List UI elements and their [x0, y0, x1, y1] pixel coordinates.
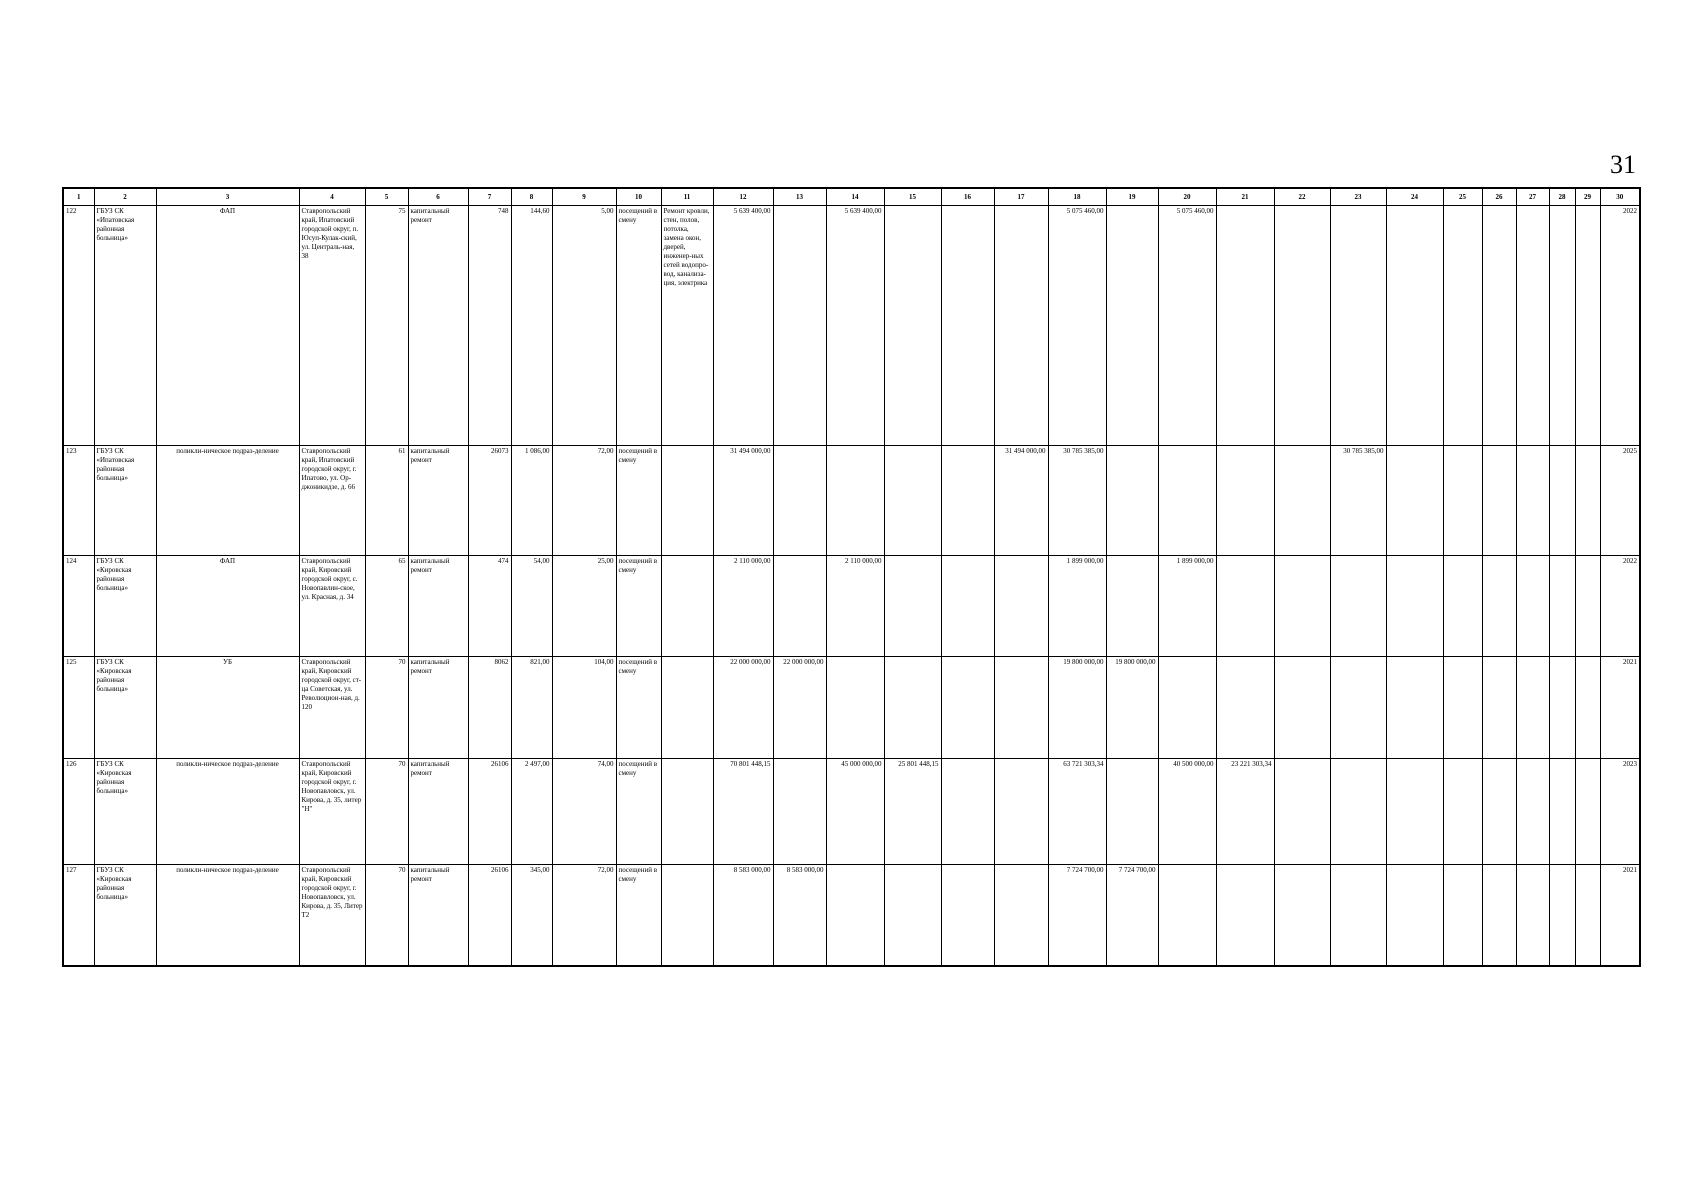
table-cell-col-18: 5 075 460,00	[1048, 206, 1106, 446]
table-cell-col-27	[1516, 758, 1549, 865]
table-cell-col-14: 45 000 000,00	[826, 758, 884, 865]
column-header: 20	[1158, 188, 1216, 206]
table-cell-col-8: 54,00	[511, 555, 552, 656]
table-cell-col-24	[1386, 206, 1443, 446]
table-cell-col-20	[1158, 865, 1216, 966]
table-cell-col-2: ГБУЗ СК «Кировская районная больница»	[94, 865, 156, 966]
table-cell-col-5: 70	[365, 758, 408, 865]
table-row	[63, 865, 1640, 966]
table-cell-col-26	[1482, 758, 1516, 865]
table-cell-col-24	[1386, 555, 1443, 656]
table-cell-col-21	[1216, 445, 1274, 555]
table-cell-col-24	[1386, 758, 1443, 865]
table-cell-col-6: капитальный ремонт	[408, 206, 468, 446]
column-header: 26	[1482, 188, 1516, 206]
table-cell-col-11	[661, 445, 713, 555]
column-header: 7	[468, 188, 511, 206]
table-cell-col-4: Ставропольский край, Кировский городской округ, ст-ца Советская, ул. Революцион-ная, д. 120	[299, 657, 365, 758]
table-cell-col-4: Ставропольский край, Кировский городской округ, с. Новопавлин-ское, ул. Красная, д. 34	[299, 555, 365, 656]
table-cell-col-25	[1443, 657, 1482, 758]
table-cell-col-18: 7 724 700,00	[1048, 865, 1106, 966]
table-cell-col-5: 70	[365, 865, 408, 966]
table-cell-col-29	[1575, 657, 1600, 758]
table-cell-col-29	[1575, 555, 1600, 656]
table-cell-col-28	[1549, 865, 1575, 966]
table-cell-col-9: 72,00	[552, 445, 616, 555]
table-cell-col-23	[1330, 206, 1386, 446]
table-row	[63, 445, 1640, 555]
table-cell-col-11	[661, 657, 713, 758]
table-cell-col-3: поликли-ническое подраз-деление	[156, 445, 299, 555]
table-cell-col-22	[1274, 657, 1330, 758]
column-header: 29	[1575, 188, 1600, 206]
table-cell-col-14: 2 110 000,00	[826, 555, 884, 656]
table-cell-col-12: 31 494 000,00	[713, 445, 773, 555]
table-cell-col-8: 821,00	[511, 657, 552, 758]
table-cell-col-10: посещений в смену	[616, 865, 661, 966]
table-cell-col-6: капитальный ремонт	[408, 445, 468, 555]
table-cell-col-26	[1482, 206, 1516, 446]
table-cell-col-1: 125	[63, 657, 94, 758]
table-cell-col-6: капитальный ремонт	[408, 758, 468, 865]
table-cell-col-15	[884, 206, 941, 446]
table-cell-col-26	[1482, 657, 1516, 758]
table-body	[63, 206, 1640, 967]
table-cell-col-19	[1106, 206, 1158, 446]
table-cell-col-17: 31 494 000,00	[994, 445, 1048, 555]
table-cell-col-20: 1 899 000,00	[1158, 555, 1216, 656]
table-cell-col-2: ГБУЗ СК «Кировская районная больница»	[94, 657, 156, 758]
table-cell-col-15	[884, 657, 941, 758]
table-cell-col-11	[661, 555, 713, 656]
column-header: 25	[1443, 188, 1482, 206]
register-table-container	[62, 187, 1636, 967]
table-cell-col-20: 40 500 000,00	[1158, 758, 1216, 865]
table-cell-col-12: 22 000 000,00	[713, 657, 773, 758]
table-cell-col-25	[1443, 445, 1482, 555]
table-cell-col-24	[1386, 865, 1443, 966]
table-cell-col-22	[1274, 758, 1330, 865]
table-cell-col-17	[994, 758, 1048, 865]
column-header: 23	[1330, 188, 1386, 206]
table-cell-col-8: 345,00	[511, 865, 552, 966]
table-cell-col-7: 748	[468, 206, 511, 446]
table-cell-col-16	[941, 758, 994, 865]
table-cell-col-1: 123	[63, 445, 94, 555]
table-cell-col-19: 19 800 000,00	[1106, 657, 1158, 758]
table-cell-col-19: 7 724 700,00	[1106, 865, 1158, 966]
table-cell-col-11: Ремонт кровли, стен, полов, потолка, замена окон, дверей, инженер-ных сетей водопро-вод, канализа-ция, электрика	[661, 206, 713, 446]
table-cell-col-27	[1516, 865, 1549, 966]
table-cell-col-5: 75	[365, 206, 408, 446]
table-cell-col-1: 124	[63, 555, 94, 656]
table-cell-col-16	[941, 555, 994, 656]
column-header: 14	[826, 188, 884, 206]
table-cell-col-12: 70 801 448,15	[713, 758, 773, 865]
table-cell-col-13	[773, 555, 826, 656]
table-cell-col-8: 2 497,00	[511, 758, 552, 865]
column-header: 4	[299, 188, 365, 206]
column-header: 24	[1386, 188, 1443, 206]
table-cell-col-20	[1158, 657, 1216, 758]
column-header: 30	[1600, 188, 1640, 206]
table-cell-col-18: 1 899 000,00	[1048, 555, 1106, 656]
column-header: 8	[511, 188, 552, 206]
table-cell-col-16	[941, 445, 994, 555]
table-cell-col-16	[941, 865, 994, 966]
table-cell-col-4: Ставропольский край, Ипатовский городской округ, п. Юсуп-Кулак-ский, ул. Централь-ная, 38	[299, 206, 365, 446]
table-cell-col-26	[1482, 445, 1516, 555]
table-cell-col-21	[1216, 657, 1274, 758]
table-cell-col-14: 5 639 400,00	[826, 206, 884, 446]
table-cell-col-17	[994, 657, 1048, 758]
table-cell-col-29	[1575, 206, 1600, 446]
table-cell-col-13: 8 583 000,00	[773, 865, 826, 966]
table-cell-col-23	[1330, 555, 1386, 656]
table-cell-col-4: Ставропольский край, Кировский городской округ, г. Новопавловск, ул. Кирова, д. 35, литер "Н"	[299, 758, 365, 865]
table-cell-col-7: 26106	[468, 865, 511, 966]
column-header: 1	[63, 188, 94, 206]
table-cell-col-9: 25,00	[552, 555, 616, 656]
table-cell-col-23	[1330, 865, 1386, 966]
table-cell-col-23: 30 785 385,00	[1330, 445, 1386, 555]
table-cell-col-13	[773, 206, 826, 446]
table-row	[63, 555, 1640, 656]
table-cell-col-1: 127	[63, 865, 94, 966]
page-number: 31	[1610, 150, 1636, 179]
column-header: 17	[994, 188, 1048, 206]
column-header: 3	[156, 188, 299, 206]
table-cell-col-6: капитальный ремонт	[408, 555, 468, 656]
column-header: 27	[1516, 188, 1549, 206]
table-cell-col-10: посещений в смену	[616, 555, 661, 656]
table-cell-col-30: 2025	[1600, 445, 1640, 555]
table-cell-col-21	[1216, 206, 1274, 446]
register-table	[62, 187, 1641, 967]
column-header: 12	[713, 188, 773, 206]
table-cell-col-13: 22 000 000,00	[773, 657, 826, 758]
column-header: 16	[941, 188, 994, 206]
table-cell-col-9: 104,00	[552, 657, 616, 758]
table-cell-col-30: 2023	[1600, 758, 1640, 865]
table-cell-col-17	[994, 865, 1048, 966]
column-header: 11	[661, 188, 713, 206]
table-cell-col-17	[994, 555, 1048, 656]
table-cell-col-2: ГБУЗ СК «Ипатовская районная больница»	[94, 445, 156, 555]
table-cell-col-18: 30 785 385,00	[1048, 445, 1106, 555]
column-header: 2	[94, 188, 156, 206]
table-cell-col-7: 8062	[468, 657, 511, 758]
table-cell-col-16	[941, 657, 994, 758]
table-cell-col-29	[1575, 445, 1600, 555]
table-cell-col-18: 63 721 303,34	[1048, 758, 1106, 865]
column-header: 13	[773, 188, 826, 206]
table-cell-col-27	[1516, 445, 1549, 555]
table-cell-col-20	[1158, 445, 1216, 555]
table-cell-col-14	[826, 445, 884, 555]
table-cell-col-26	[1482, 865, 1516, 966]
table-cell-col-3: поликли-ническое подраз-деление	[156, 758, 299, 865]
table-cell-col-30: 2021	[1600, 865, 1640, 966]
table-cell-col-5: 70	[365, 657, 408, 758]
table-cell-col-2: ГБУЗ СК «Кировская районная больница»	[94, 555, 156, 656]
table-cell-col-20: 5 075 460,00	[1158, 206, 1216, 446]
table-cell-col-30: 2022	[1600, 555, 1640, 656]
table-row	[63, 206, 1640, 446]
table-cell-col-16	[941, 206, 994, 446]
table-cell-col-9: 72,00	[552, 865, 616, 966]
table-cell-col-30: 2022	[1600, 206, 1640, 446]
table-cell-col-3: УБ	[156, 657, 299, 758]
table-cell-col-17	[994, 206, 1048, 446]
table-cell-col-23	[1330, 758, 1386, 865]
table-cell-col-15	[884, 555, 941, 656]
table-cell-col-10: посещений в смену	[616, 657, 661, 758]
table-cell-col-1: 122	[63, 206, 94, 446]
table-cell-col-10: посещений в смену	[616, 206, 661, 446]
table-cell-col-8: 144,60	[511, 206, 552, 446]
table-cell-col-12: 5 639 400,00	[713, 206, 773, 446]
table-cell-col-28	[1549, 657, 1575, 758]
table-cell-col-7: 474	[468, 555, 511, 656]
table-cell-col-24	[1386, 445, 1443, 555]
table-cell-col-6: капитальный ремонт	[408, 657, 468, 758]
table-cell-col-14	[826, 657, 884, 758]
column-header: 9	[552, 188, 616, 206]
table-cell-col-5: 65	[365, 555, 408, 656]
table-row	[63, 657, 1640, 758]
table-cell-col-3: ФАП	[156, 555, 299, 656]
table-cell-col-22	[1274, 865, 1330, 966]
column-header: 18	[1048, 188, 1106, 206]
table-cell-col-27	[1516, 657, 1549, 758]
table-cell-col-24	[1386, 657, 1443, 758]
table-cell-col-4: Ставропольский край, Ипатовский городской округ, г. Ипатово, ул. Ор-джоникидзе, д. 66	[299, 445, 365, 555]
table-cell-col-18: 19 800 000,00	[1048, 657, 1106, 758]
table-cell-col-26	[1482, 555, 1516, 656]
column-header: 21	[1216, 188, 1274, 206]
table-cell-col-10: посещений в смену	[616, 445, 661, 555]
column-header: 19	[1106, 188, 1158, 206]
table-cell-col-9: 74,00	[552, 758, 616, 865]
table-cell-col-1: 126	[63, 758, 94, 865]
table-cell-col-7: 26073	[468, 445, 511, 555]
table-cell-col-15: 25 801 448,15	[884, 758, 941, 865]
table-row	[63, 758, 1640, 865]
table-cell-col-3: поликли-ническое подраз-деление	[156, 865, 299, 966]
table-cell-col-9: 5,00	[552, 206, 616, 446]
table-cell-col-22	[1274, 555, 1330, 656]
table-cell-col-11	[661, 758, 713, 865]
table-cell-col-13	[773, 758, 826, 865]
table-cell-col-25	[1443, 865, 1482, 966]
table-cell-col-2: ГБУЗ СК «Ипатовская районная больница»	[94, 206, 156, 446]
table-cell-col-4: Ставропольский край, Кировский городской округ, г. Новопавловск, ул. Кирова, д. 35, Литер Т2	[299, 865, 365, 966]
table-cell-col-15	[884, 445, 941, 555]
header-row	[63, 188, 1640, 206]
table-cell-col-25	[1443, 758, 1482, 865]
table-cell-col-22	[1274, 445, 1330, 555]
table-cell-col-15	[884, 865, 941, 966]
table-cell-col-5: 61	[365, 445, 408, 555]
table-cell-col-19	[1106, 758, 1158, 865]
table-cell-col-27	[1516, 555, 1549, 656]
table-cell-col-23	[1330, 657, 1386, 758]
table-cell-col-25	[1443, 206, 1482, 446]
column-header: 28	[1549, 188, 1575, 206]
table-cell-col-25	[1443, 555, 1482, 656]
table-cell-col-12: 2 110 000,00	[713, 555, 773, 656]
table-cell-col-7: 26106	[468, 758, 511, 865]
table-cell-col-28	[1549, 445, 1575, 555]
column-header: 5	[365, 188, 408, 206]
table-cell-col-11	[661, 865, 713, 966]
column-header: 10	[616, 188, 661, 206]
table-cell-col-19	[1106, 445, 1158, 555]
table-cell-col-8: 1 086,00	[511, 445, 552, 555]
table-cell-col-10: посещений в смену	[616, 758, 661, 865]
table-cell-col-2: ГБУЗ СК «Кировская районная больница»	[94, 758, 156, 865]
table-cell-col-29	[1575, 758, 1600, 865]
table-cell-col-30: 2021	[1600, 657, 1640, 758]
table-cell-col-22	[1274, 206, 1330, 446]
table-cell-col-27	[1516, 206, 1549, 446]
table-cell-col-21	[1216, 555, 1274, 656]
table-cell-col-29	[1575, 865, 1600, 966]
table-cell-col-28	[1549, 758, 1575, 865]
table-cell-col-19	[1106, 555, 1158, 656]
column-header: 6	[408, 188, 468, 206]
column-header: 15	[884, 188, 941, 206]
table-cell-col-21: 23 221 303,34	[1216, 758, 1274, 865]
column-header: 22	[1274, 188, 1330, 206]
table-cell-col-21	[1216, 865, 1274, 966]
table-cell-col-14	[826, 865, 884, 966]
table-cell-col-3: ФАП	[156, 206, 299, 446]
table-cell-col-13	[773, 445, 826, 555]
table-cell-col-12: 8 583 000,00	[713, 865, 773, 966]
table-cell-col-28	[1549, 206, 1575, 446]
table-cell-col-6: капитальный ремонт	[408, 865, 468, 966]
table-cell-col-28	[1549, 555, 1575, 656]
